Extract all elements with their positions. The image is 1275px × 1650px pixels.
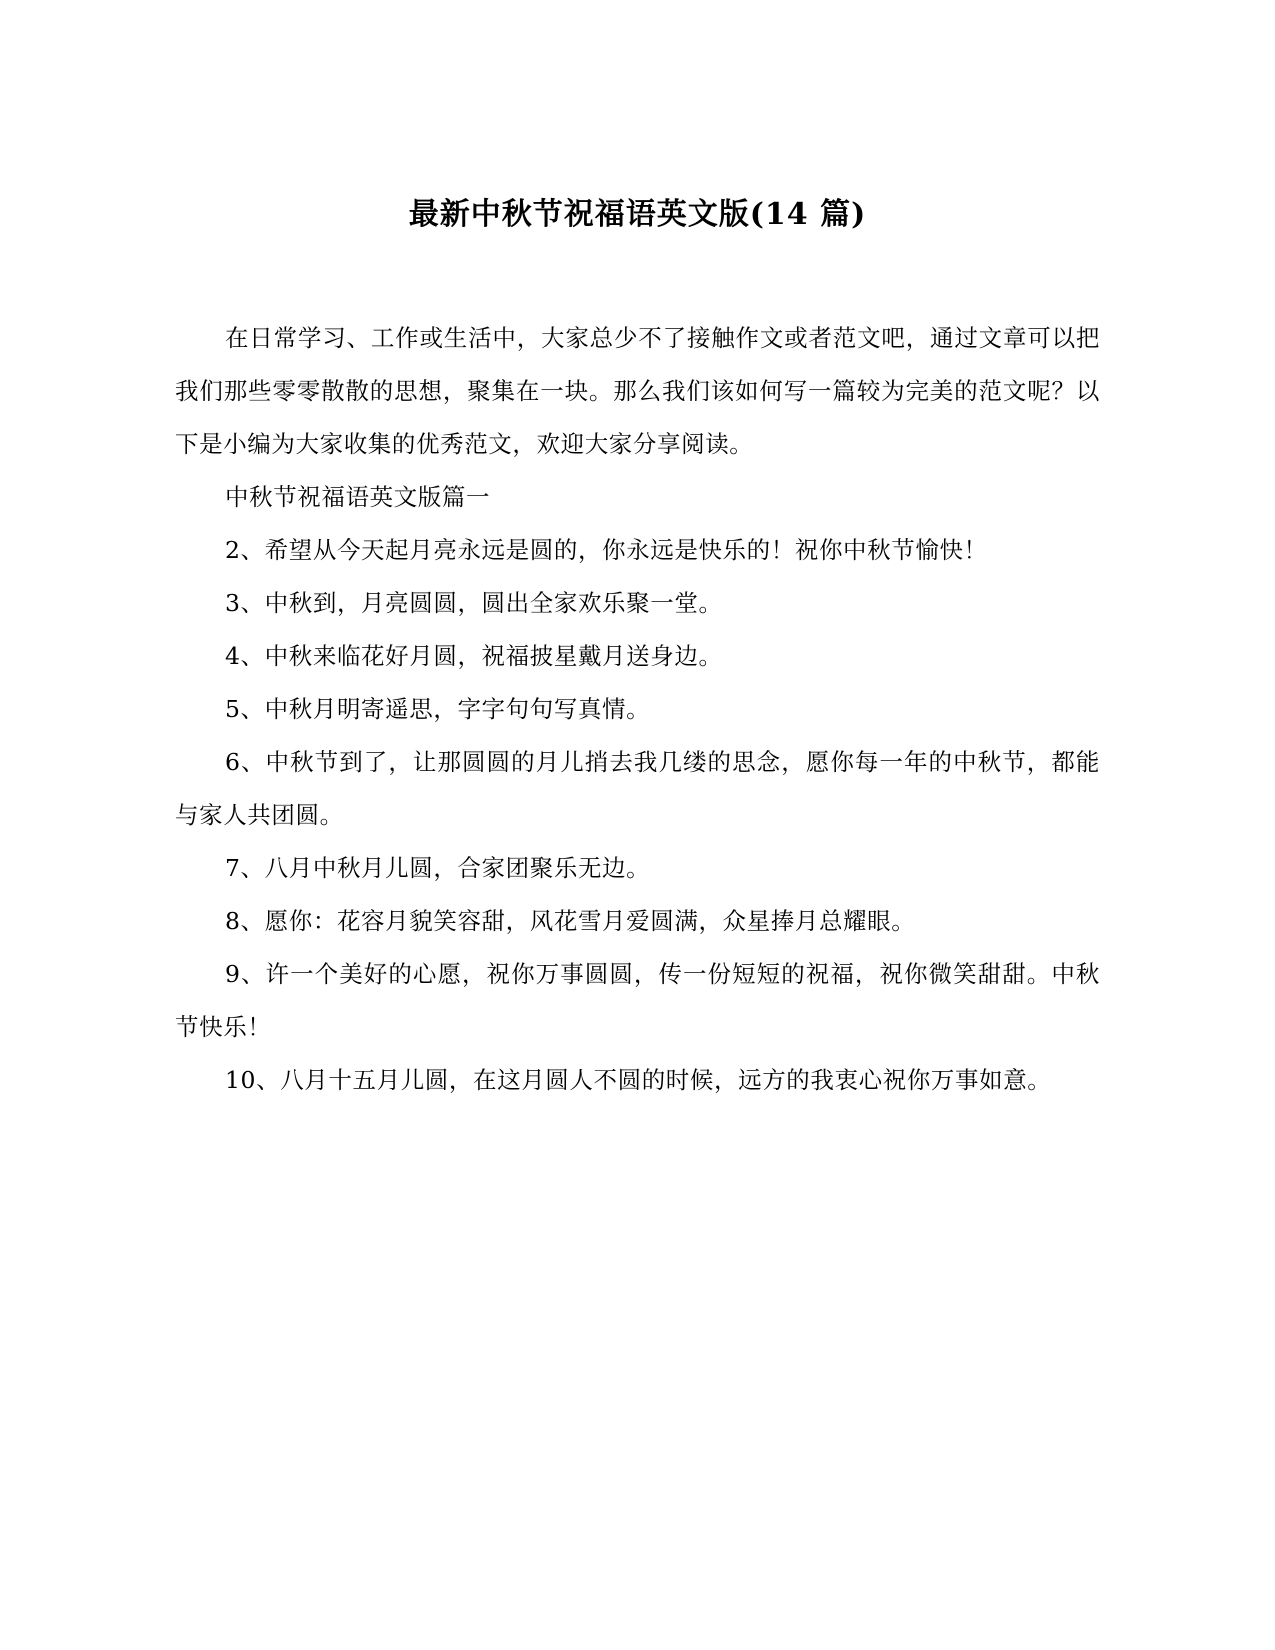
paragraph-item-2: 2、希望从今天起月亮永远是圆的，你永远是快乐的！祝你中秋节愉快！ (225, 536, 988, 564)
paragraph-item-3: 3、中秋到，月亮圆圆，圆出全家欢乐聚一堂。 (225, 589, 723, 617)
paragraph-item-4: 4、中秋来临花好月圆，祝福披星戴月送身边。 (225, 642, 723, 670)
paragraph-item-6: 6、中秋节到了，让那圆圆的月儿捎去我几缕的思念，愿你每一年的中秋节，都能与家人共团圆。 (175, 748, 1100, 829)
paragraph-item-5: 5、中秋月明寄遥思，字字句句写真情。 (225, 695, 651, 723)
paragraph-section-heading: 中秋节祝福语英文版篇一 (225, 483, 491, 511)
paragraph-item-9: 9、许一个美好的心愿，祝你万事圆圆，传一份短短的祝福，祝你微笑甜甜。中秋节快乐！ (175, 960, 1100, 1041)
paragraph-item-7: 7、八月中秋月儿圆，合家团聚乐无边。 (225, 854, 651, 882)
paragraph-item-10: 10、八月十五月儿圆，在这月圆人不圆的时候，远方的我衷心祝你万事如意。 (225, 1066, 1052, 1094)
paragraph-intro: 在日常学习、工作或生活中，大家总少不了接触作文或者范文吧，通过文章可以把我们那些零零散散的思想，聚集在一块。那么我们该如何写一篇较为完美的范文呢？以下是小编为大家收集的优秀范文，欢迎大家分享阅读。 (175, 324, 1100, 458)
page-title: 最新中秋节祝福语英文版(14 篇) (408, 197, 867, 232)
paragraph-item-8: 8、愿你：花容月貌笑容甜，风花雪月爱圆满，众星捧月总耀眼。 (225, 907, 916, 935)
document-content (175, 0, 1100, 1107)
document-body (175, 312, 1100, 1107)
